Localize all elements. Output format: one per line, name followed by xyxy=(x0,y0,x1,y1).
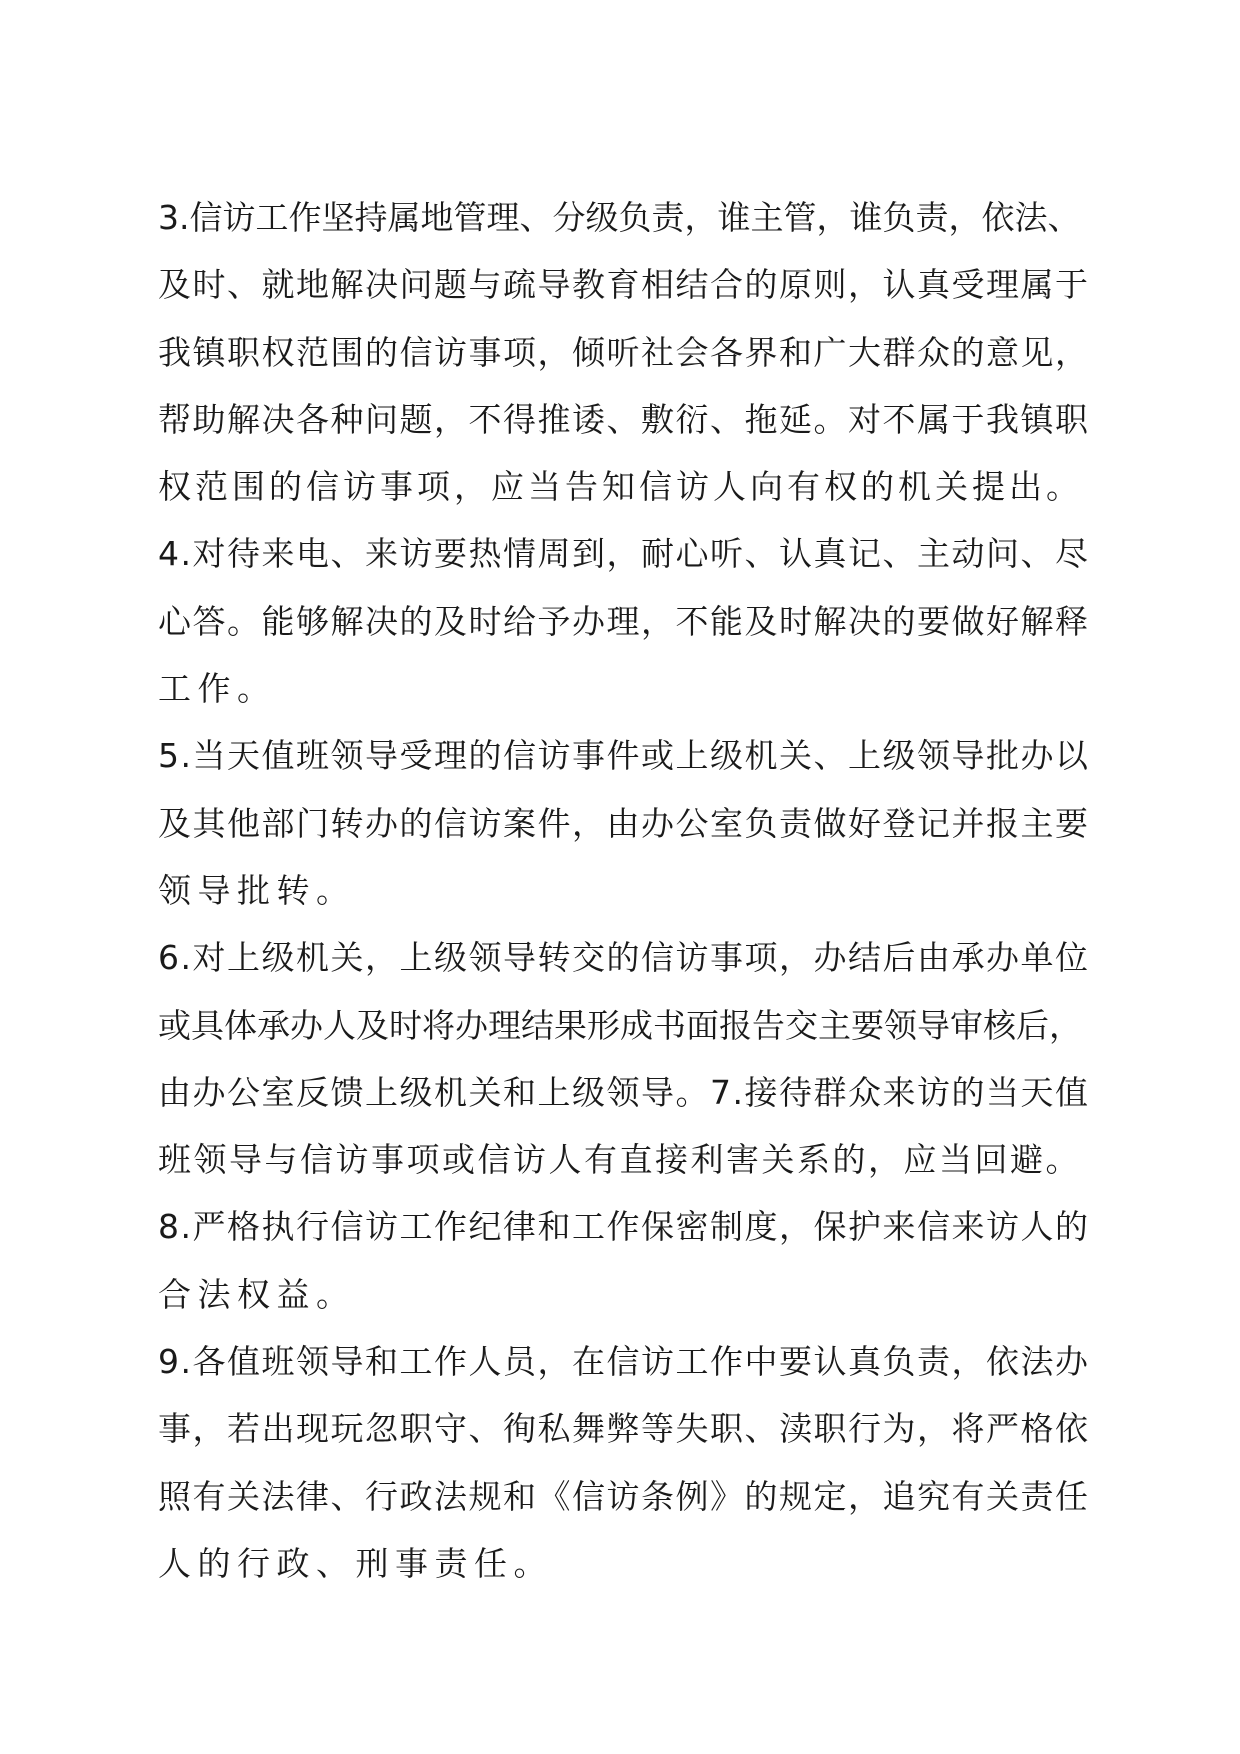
document-body xyxy=(158,184,1093,1597)
text-line: 及其他部门转办的信访案件，由办公室负责做好登记并报主要 xyxy=(158,803,1090,843)
text-line: 由办公室反馈上级机关和上级领导。7.接待群众来访的当天值 xyxy=(158,1072,1090,1112)
text-line: 照有关法律、行政法规和《信访条例》的规定，追究有关责任 xyxy=(158,1476,1090,1516)
text-line: 领导批转。 xyxy=(158,870,356,910)
text-line: 人的行政、刑事责任。 xyxy=(158,1543,553,1583)
text-line: 4.对待来电、来访要热情周到，耐心听、认真记、主动问、尽 xyxy=(158,534,1090,574)
text-line: 6.对上级机关，上级领导转交的信访事项，办结后由承办单位 xyxy=(158,938,1090,978)
text-line: 5.当天值班领导受理的信访事件或上级机关、上级领导批办以 xyxy=(158,736,1090,776)
text-line: 帮助解决各种问题，不得推诿、敷衍、拖延。对不属于我镇职 xyxy=(158,399,1090,439)
text-line: 9.各值班领导和工作人员，在信访工作中要认真负责，依法办 xyxy=(158,1342,1090,1382)
text-line: 8.严格执行信访工作纪律和工作保密制度，保护来信来访人的 xyxy=(158,1207,1090,1247)
text-line: 事，若出现玩忽职守、徇私舞弊等失职、渎职行为，将严格依 xyxy=(158,1409,1090,1449)
text-line: 或具体承办人及时将办理结果形成书面报告交主要领导审核后， xyxy=(158,1005,1082,1045)
text-line: 心答。能够解决的及时给予办理，不能及时解决的要做好解释 xyxy=(158,601,1090,641)
text-line: 合法权益。 xyxy=(158,1274,356,1314)
text-line: 权范围的信访事项，应当告知信访人向有权的机关提出。 xyxy=(158,467,1083,507)
text-line: 班领导与信访事项或信访人有直接利害关系的，应当回避。 xyxy=(158,1140,1081,1180)
text-line: 工作。 xyxy=(158,669,277,709)
text-line: 3.信访工作坚持属地管理、分级负责，谁主管，谁负责，依法、 xyxy=(158,198,1081,237)
text-line: 我镇职权范围的信访事项，倾听社会各界和广大群众的意见， xyxy=(158,332,1090,372)
text-line: 及时、就地解决问题与疏导教育相结合的原则，认真受理属于 xyxy=(158,265,1090,305)
